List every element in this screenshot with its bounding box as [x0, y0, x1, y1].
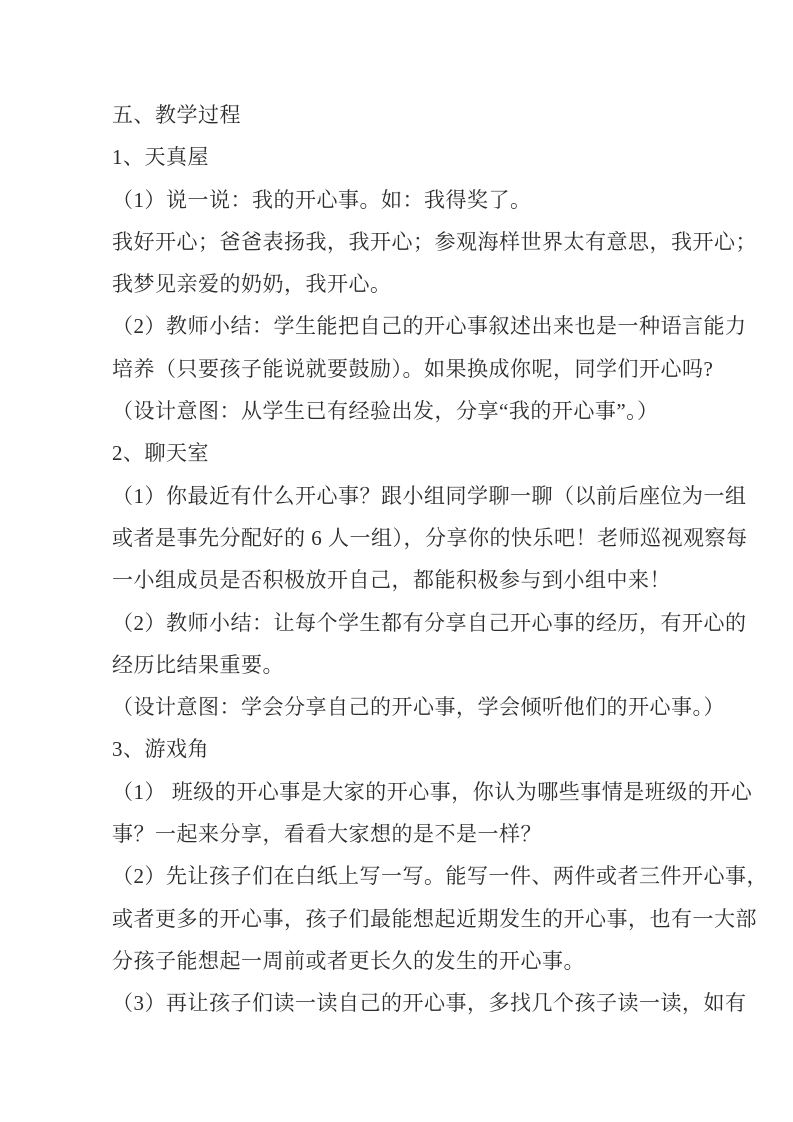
text-line: 2、聊天室: [112, 441, 209, 466]
text-line: 1、天真屋: [112, 145, 209, 170]
text-line: （2）教师小结：学生能把自己的开心事叙述出来也是一种语言能力: [112, 314, 747, 339]
text-line: （3）再让孩子们读一读自己的开心事，多找几个孩子读一读，如有: [112, 991, 747, 1016]
text-line: 培养（只要孩子能说就要鼓励）。如果换成你呢，同学们开心吗?: [112, 356, 714, 381]
text-line: 我好开心；爸爸表扬我，我开心；参观海样世界太有意思，我开心；: [112, 229, 757, 254]
text-line: 3、游戏角: [112, 737, 209, 762]
text-line: 分孩子能想起一周前或者更长久的发生的开心事。: [112, 948, 585, 973]
text-line: 五、教学过程: [112, 103, 241, 127]
text-line: （2）教师小结：让每个学生都有分享自己开心事的经历，有开心的: [112, 610, 747, 635]
text-line: 或者是事先分配好的 6 人一组），分享你的快乐吧！老师巡视观察每: [112, 525, 748, 550]
document-body: [112, 94, 768, 1025]
text-line: 一小组成员是否积极放开自己，都能积极参与到小组中来！: [112, 568, 671, 593]
text-line: （1）你最近有什么开心事？跟小组同学聊一聊（以前后座位为一组: [112, 483, 747, 508]
text-line: 或者更多的开心事，孩子们最能想起近期发生的开心事，也有一大部: [112, 906, 757, 931]
text-line: （2）先让孩子们在白纸上写一写。能写一件、两件或者三件开心事，: [112, 864, 768, 889]
text-line: 事？一起来分享，看看大家想的是不是一样？: [112, 822, 542, 847]
text-line: （1）说一说：我的开心事。如：我得奖了。: [112, 187, 532, 212]
text-line: 我梦见亲爱的奶奶，我开心。: [112, 272, 392, 297]
text-line: 经历比结果重要。: [112, 652, 284, 677]
text-line: （设计意图：学会分享自己的开心事，学会倾听他们的开心事。）: [112, 695, 725, 720]
text-line: （设计意图：从学生已有经验出发，分享“我的开心事”。）: [112, 399, 659, 424]
text-line: （1） 班级的开心事是大家的开心事，你认为哪些事情是班级的开心: [112, 779, 753, 804]
